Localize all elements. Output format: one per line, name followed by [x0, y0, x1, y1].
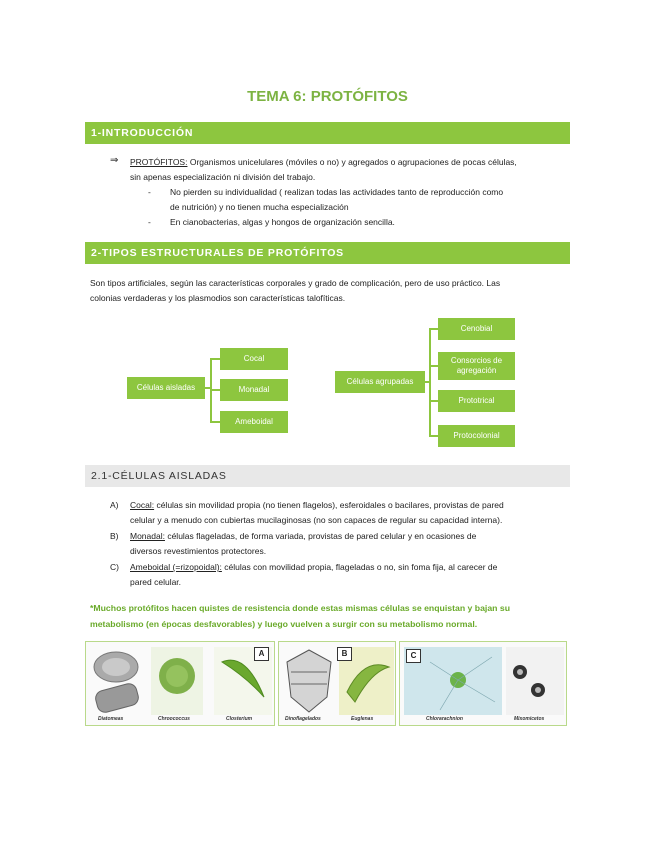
item-ameboidal-line-1 [130, 560, 570, 575]
item-cocal-line-2: celular y a menudo con cubiertas mucilaginosas (no son capaces de regular su capacidad interna). [130, 515, 503, 525]
note-line-2: metabolismo (en épocas desfavorables) y luego vuelven a surgir con su metabolismo normal. [90, 619, 478, 629]
definition-line-2: sin apenas especialización ni división del trabajo. [130, 172, 316, 182]
connector [210, 421, 220, 423]
caption-chlorarachnion: Chlorarachnion [426, 716, 463, 722]
panel-tag-b: B [337, 647, 352, 661]
bullet-text-line-1: En cianobacterias, algas y hongos de organización sencilla. [170, 217, 395, 227]
definition-line-1 [130, 155, 570, 170]
figure-panel-b [278, 641, 396, 726]
caption-euglenas: Euglenas [351, 716, 374, 722]
definition-text: Organismos unicelulares (móviles o no) y agregados o agrupaciones de pocas células, [187, 157, 517, 167]
panel-c-illustration [400, 642, 568, 727]
caption-chroococcus: Chroococcus [158, 716, 190, 722]
arrow-bullet-icon: ⇒ [110, 155, 119, 166]
page-title: TEMA 6: PROTÓFITOS [247, 88, 408, 105]
diagram-node-ameboidal: Ameboidal [220, 411, 288, 433]
diagram-node-consorcios: Consorcios de agregación [438, 352, 515, 380]
item-text: células sin movilidad propia (no tienen flagelos), esferoidales o bacilares, provistas de pared [154, 500, 504, 510]
bullet-text-line-2: de nutrición) y no tienen mucha especialización [170, 202, 349, 212]
item-term: Cocal: [130, 500, 155, 510]
connector [429, 328, 438, 330]
connector [210, 358, 220, 360]
panel-a-illustration [86, 642, 276, 727]
connector [429, 365, 438, 367]
connector [429, 328, 431, 437]
paragraph-line-1: Son tipos artificiales, según las características corporales y grado de complicación, pero de uso práctico. Las [90, 278, 501, 288]
item-term: Ameboidal (=rizopoidal): [130, 562, 222, 572]
caption-mixomicetos: Mixomicetos [514, 716, 545, 722]
bullet-dash: - [148, 187, 151, 197]
caption-dinoflagelados: Dinoflagelados [285, 716, 321, 722]
item-letter: B) [110, 531, 119, 541]
item-text: células flageladas, de forma variada, provistas de pared celular y en ocasiones de [164, 531, 477, 541]
item-ameboidal-line-2: pared celular. [130, 577, 182, 587]
item-monadal-line-1 [130, 529, 570, 544]
item-cocal-line-1 [130, 498, 570, 513]
caption-closterium: Closterium [226, 716, 253, 722]
item-monadal-line-2: diversos revestimientos protectores. [130, 546, 267, 556]
diagram-root-agrupadas: Células agrupadas [335, 371, 425, 393]
connector [429, 400, 438, 402]
figure-panel-a [85, 641, 275, 726]
diagram-root-aisladas: Células aisladas [127, 377, 205, 399]
caption-diatomeas: Diatomeas [98, 716, 124, 722]
item-letter: A) [110, 500, 119, 510]
diagram-node-prototrical: Prototrical [438, 390, 515, 412]
bullet-text-line-1: No pierden su individualidad ( realizan todas las actividades tanto de reproducción como [170, 187, 504, 197]
note-line-1: *Muchos protófitos hacen quistes de resistencia donde estas mismas células se enquistan y bajan su [90, 603, 511, 613]
diagram-node-monadal: Monadal [220, 379, 288, 401]
section-header-introduccion: 1-INTRODUCCIÓN [85, 122, 570, 144]
connector [429, 435, 438, 437]
connector [210, 389, 220, 391]
item-letter: C) [110, 562, 119, 572]
diagram-node-protocolonial: Protocolonial [438, 425, 515, 447]
figure-panel-c [399, 641, 567, 726]
panel-tag-a: A [254, 647, 269, 661]
paragraph-line-2: colonias verdaderas y los plasmodios son características talofíticas. [90, 293, 346, 303]
definition-term: PROTÓFITOS: [130, 157, 188, 167]
diagram-node-cocal: Cocal [220, 348, 288, 370]
item-term: Monadal: [130, 531, 165, 541]
diagram-node-cenobial: Cenobial [438, 318, 515, 340]
item-text: células con movilidad propia, flageladas o no, sin foma fija, al carecer de [221, 562, 498, 572]
section-header-tipos: 2-TIPOS ESTRUCTURALES DE PROTÓFITOS [85, 242, 570, 264]
section-header-celulas-aisladas: 2.1-CÉLULAS AISLADAS [85, 465, 570, 487]
panel-tag-c: C [406, 649, 421, 663]
note-quistes [90, 600, 570, 632]
bullet-dash: - [148, 217, 151, 227]
